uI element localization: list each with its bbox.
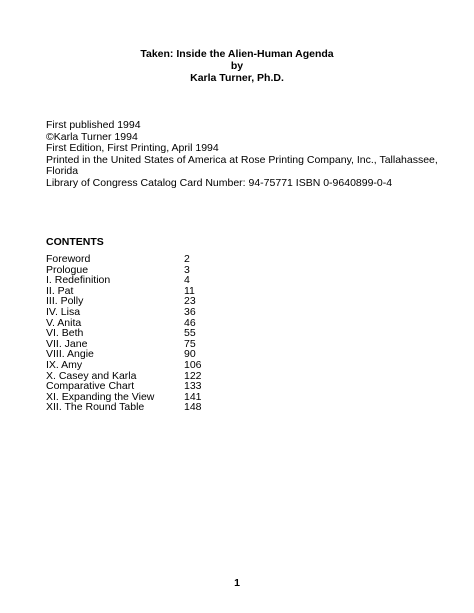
pub-line-first-published: First published 1994 <box>46 119 141 131</box>
toc-title: IV. Lisa <box>46 305 81 318</box>
toc-page: 141 <box>184 390 202 403</box>
toc-title: IX. Amy <box>46 358 83 371</box>
toc-title: XI. Expanding the View <box>46 390 155 403</box>
toc-page: 3 <box>184 263 190 276</box>
page-number: 1 <box>234 577 240 589</box>
toc-page: 11 <box>184 284 195 297</box>
title-block <box>0 48 474 84</box>
toc-page: 122 <box>184 369 202 382</box>
toc-row <box>46 402 224 413</box>
toc-page: 90 <box>184 348 196 361</box>
toc-title: VIII. Angie <box>46 348 94 361</box>
table-of-contents <box>46 254 224 413</box>
toc-page: 55 <box>184 327 196 340</box>
toc-title: X. Casey and Karla <box>46 369 137 382</box>
toc-page: 23 <box>184 295 196 308</box>
toc-page: 75 <box>184 337 196 350</box>
toc-title: VI. Beth <box>46 327 84 340</box>
publication-info <box>46 120 446 189</box>
toc-page: 2 <box>184 253 190 265</box>
pub-line-printed: Printed in the United States of America at Rose Printing Company, Inc., Tallahassee, Florida <box>46 153 438 177</box>
toc-page: 36 <box>184 305 196 318</box>
toc-title: II. Pat <box>46 284 74 297</box>
author-name: Karla Turner, Ph.D. <box>190 72 284 84</box>
toc-title: XII. The Round Table <box>46 401 145 414</box>
by-line: by <box>230 60 244 72</box>
toc-title: Prologue <box>46 263 89 276</box>
toc-title: Foreword <box>46 253 91 265</box>
toc-page: 148 <box>184 401 202 414</box>
toc-title: Comparative Chart <box>46 380 135 393</box>
pub-line-edition: First Edition, First Printing, April 1994 <box>46 142 219 154</box>
toc-row <box>46 254 224 265</box>
toc-row <box>46 307 224 318</box>
toc-row <box>46 360 224 371</box>
toc-page: 133 <box>184 380 202 393</box>
toc-page: 46 <box>184 316 196 329</box>
pub-line-copyright: ©Karla Turner 1994 <box>46 130 138 143</box>
contents-heading: CONTENTS <box>46 236 104 248</box>
toc-title: I. Redefinition <box>46 274 111 287</box>
toc-page: 106 <box>184 358 202 371</box>
toc-title: III. Polly <box>46 295 84 308</box>
toc-page: 4 <box>184 274 190 287</box>
toc-title: VII. Jane <box>46 337 88 350</box>
pub-line-catalog: Library of Congress Catalog Card Number: 94-75771 ISBN 0-9640899-0-4 <box>46 176 393 189</box>
toc-title: V. Anita <box>46 316 82 329</box>
book-title: Taken: Inside the Alien-Human Agenda <box>140 48 334 60</box>
